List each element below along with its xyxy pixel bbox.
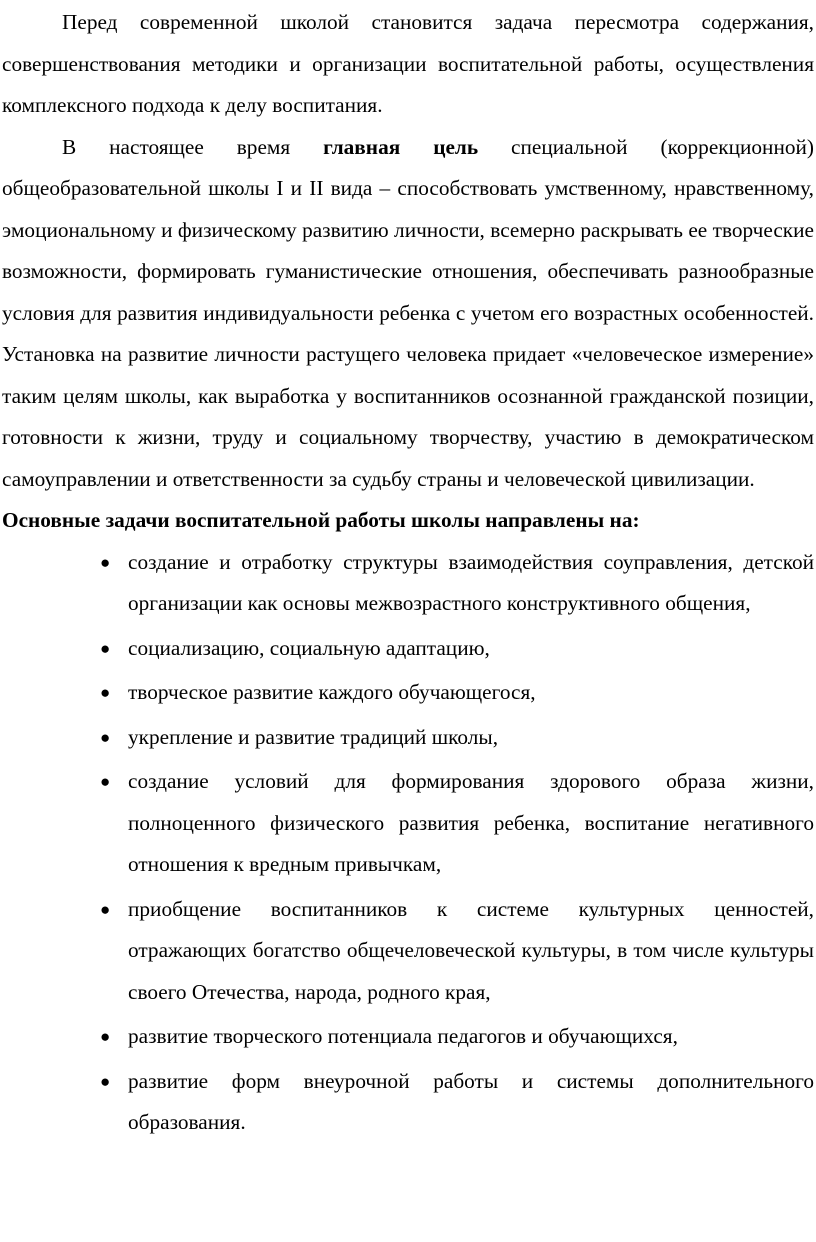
bullet-icon: ● <box>100 1071 111 1091</box>
list-item-text: создание условий для формирования здорового образа жизни, полноценного физического развития ребенка, воспитание негативного отношения к вредным привычкам, <box>128 769 814 876</box>
list-item-text: творческое развитие каждого обучающегося, <box>128 680 536 704</box>
list-item <box>100 1016 814 1058</box>
goal-paragraph <box>2 127 814 501</box>
bullet-icon: ● <box>100 1027 111 1046</box>
list-item <box>100 628 814 670</box>
list-item <box>100 672 814 714</box>
goal-paragraph-body: специальной (коррекционной) общеобразовательной школы I и II вида – способствовать умственному, нравственному, эмоциональному и физическому развитию личности, всемерно раскрывать ее творческие возможности, формировать гуманистические отношения, обеспечивать разнообразные условия для развития индивидуальности ребенка с учетом его возрастных особенностей. Установка на развитие личности растущего человека придает «человеческое измерение» таким целям школы, как выработка у воспитанников осознанной гражданской позиции, готовности к жизни, труду и социальному творчеству, участию в демократическом самоуправлении и ответственности за судьбу страны и человеческой цивилизации. <box>2 134 814 491</box>
list-item <box>100 542 814 625</box>
tasks-list <box>2 542 816 1144</box>
list-item <box>100 889 814 1014</box>
list-item-text: создание и отработку структуры взаимодействия соуправления, детской организации как основы межвозрастного конструктивного общения, <box>128 549 814 615</box>
list-item <box>100 1061 814 1144</box>
bullet-icon: ● <box>100 772 111 791</box>
main-goal-term: главная цель <box>323 134 479 159</box>
list-item-text: приобщение воспитанников к системе культурных ценностей, отражающих богатство общечеловеческой культуры, в том числе культуры своего Отечества, народа, родного края, <box>128 896 814 1004</box>
list-item-text: развитие творческого потенциала педагогов и обучающихся, <box>128 1024 678 1048</box>
list-item-text: социализацию, социальную адаптацию, <box>128 635 490 660</box>
list-item-text: укрепление и развитие традиций школы, <box>128 724 499 749</box>
bullet-icon: ● <box>100 899 111 919</box>
tasks-heading: Основные задачи воспитательной работы школы направлены на: <box>2 508 640 532</box>
bullet-icon: ● <box>100 552 111 572</box>
goal-paragraph-lead: В настоящее время <box>62 134 324 159</box>
list-item-text: развитие форм внеурочной работы и системы дополнительного образования. <box>128 1068 814 1134</box>
bullet-icon: ● <box>100 727 111 747</box>
intro-paragraph: Перед современной школой становится задача пересмотра содержания, совершенствования методики и организации воспитательной работы, осуществления комплексного подхода к делу воспитания. <box>2 10 814 117</box>
bullet-icon: ● <box>100 683 111 702</box>
list-item <box>100 761 814 886</box>
list-item <box>100 717 814 759</box>
bullet-icon: ● <box>100 638 111 658</box>
